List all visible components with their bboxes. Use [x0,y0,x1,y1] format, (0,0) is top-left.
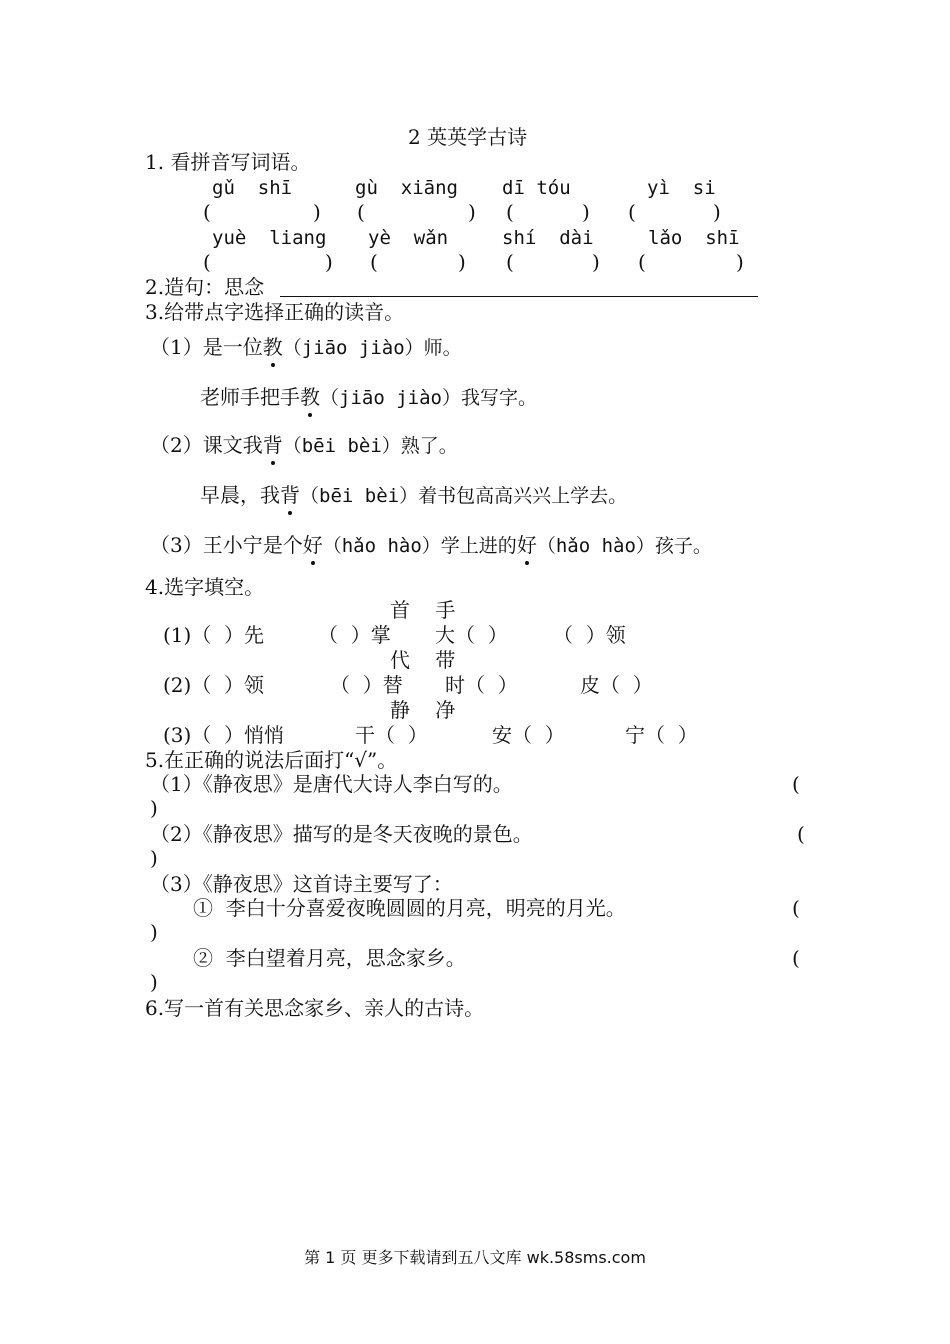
paren-close: ) [458,250,466,274]
paren-open: ( [638,250,646,274]
paren-open: ( [792,772,800,796]
paren-open: ( [506,250,514,274]
pinyin: yì si [647,177,716,199]
fill-item: 安（ ） [492,723,565,747]
q3-item: 早晨，我背（bēi bèi）着书包高高兴兴上学去。 [200,483,628,507]
paren-open: ( [792,896,800,920]
q3-item: （3）王小宁是个好（hǎo hào）学上进的好（hǎo hào）孩子。 [150,533,712,557]
fill-item: （ ）领 [553,623,626,647]
paren-close: ) [150,846,158,870]
q5-item: （1）《静夜思》是唐代大诗人李白写的。 [150,772,513,796]
q1-heading: 1. 看拼音写词语。 [145,150,311,174]
paren-close: ) [150,796,158,820]
page-footer: 第 1 页 更多下载请到五八文库 wk.58sms.com [304,1248,646,1267]
fill-item: 干（ ） [355,723,428,747]
fill-item: 皮（ ） [580,673,653,697]
paren-close: ) [150,970,158,994]
paren-close: ) [468,200,476,224]
q5-subitem: ① 李白十分喜爱夜晚圆圆的月亮，明亮的月光。 [193,896,626,920]
q5-item: （3）《静夜思》这首诗主要写了： [150,872,453,896]
fill-item: （ ）替 [330,673,403,697]
fill-item: 时（ ） [445,673,518,697]
dotted-char: 教 [262,335,283,359]
pinyin: gǔ shī [212,177,293,199]
q5-item: （2）《静夜思》描写的是冬天夜晚的景色。 [150,822,533,846]
fill-item: (3)（ ）悄悄 [163,723,285,747]
paren-open: ( [203,200,211,224]
fill-item: (1)（ ）先 [163,623,265,647]
fill-item: 宁（ ） [625,723,698,747]
paren-close: ) [313,200,321,224]
paren-close: ) [736,250,744,274]
paren-open: ( [357,200,365,224]
char-options: 首 手 [390,598,456,622]
paren-open: ( [506,200,514,224]
pinyin: yuè liang [212,227,327,249]
page-title: 2 英英学古诗 [408,125,528,149]
fill-item: （ ）掌 [318,623,391,647]
paren-open: ( [203,250,211,274]
char-options: 静 净 [390,698,456,722]
q5-heading: 5.在正确的说法后面打“√”。 [145,748,398,772]
answer-line[interactable] [280,296,758,297]
paren-open: ( [370,250,378,274]
pinyin: yè wǎn [368,227,449,249]
pinyin: dī tóu [502,177,571,199]
paren-open: ( [797,822,805,846]
dotted-char: 背 [262,433,283,457]
fill-item: 大（ ） [435,623,508,647]
paren-close: ) [582,200,590,224]
paren-close: ) [325,250,333,274]
pinyin: shí dài [502,227,594,249]
paren-open: ( [792,946,800,970]
q6-text: 6.写一首有关思念家乡、亲人的古诗。 [145,996,485,1020]
q5-subitem: ② 李白望着月亮，思念家乡。 [193,946,466,970]
dotted-char: 好 [516,533,537,557]
pinyin: lǎo shī [648,227,740,249]
fill-item: (2)（ ）领 [163,673,265,697]
q3-item: （2）课文我背（bēi bèi）熟了。 [150,433,458,457]
q3-item: 老师手把手教（jiāo jiào）我写字。 [200,385,537,409]
dotted-char: 好 [302,533,323,557]
q3-heading: 3.给带点字选择正确的读音。 [145,300,405,324]
paren-close: ) [150,920,158,944]
pinyin: gù xiāng [355,177,458,199]
q2-text: 2.造句：思念 [145,275,265,299]
dotted-char: 背 [280,483,300,507]
paren-open: ( [628,200,636,224]
paren-close: ) [713,200,721,224]
q4-heading: 4.选字填空。 [145,575,265,599]
char-options: 代 带 [390,648,456,672]
paren-close: ) [592,250,600,274]
q3-item: （1）是一位教（jiāo jiào）师。 [150,335,462,359]
dotted-char: 教 [300,385,320,409]
